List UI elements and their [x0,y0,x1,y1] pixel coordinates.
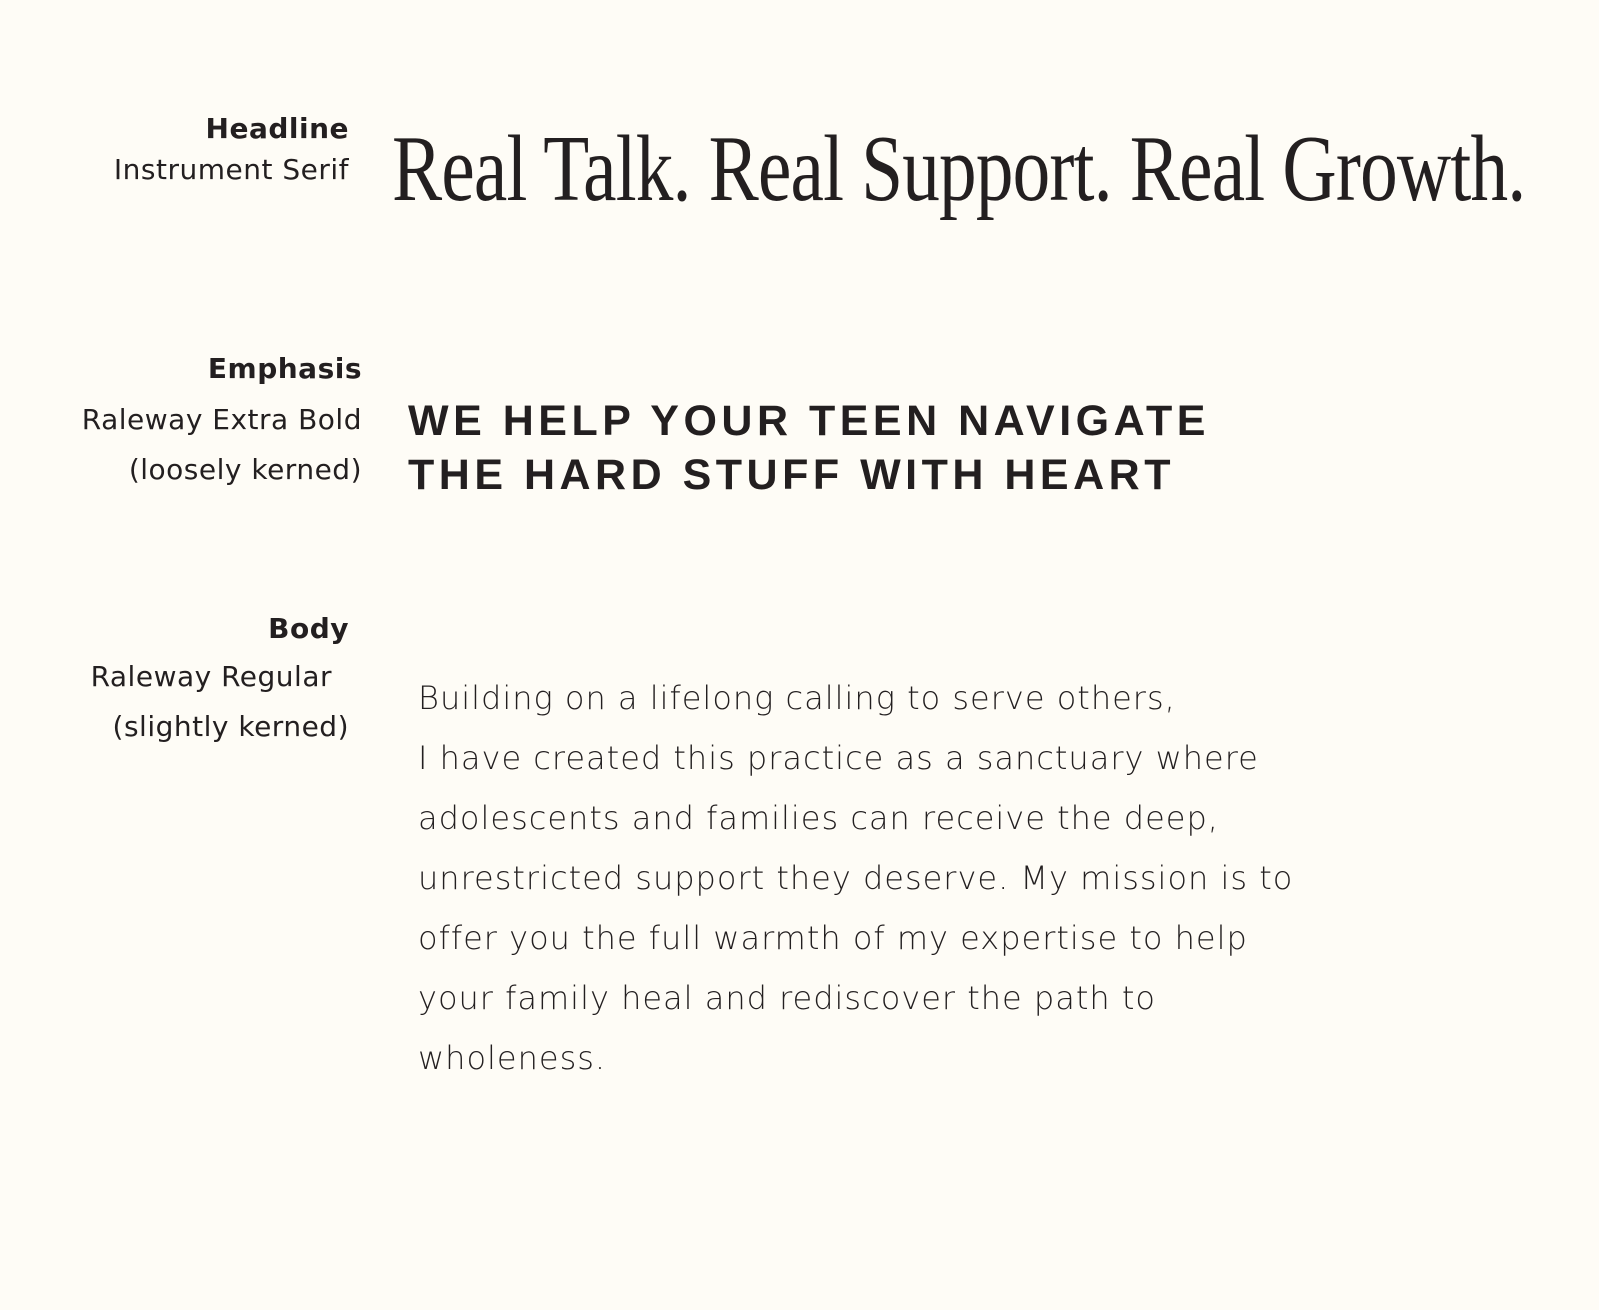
body-sample-line: adolescents and families can receive the deep, [418,799,1219,837]
body-sample-line: offer you the full warmth of my expertise to help [418,919,1248,957]
body-sample-line: wholeness. [418,1039,607,1077]
emphasis-sample-line: WE HELP YOUR TEEN NAVIGATE [408,397,1210,445]
body-sample-line: unrestricted support they deserve. My mission is to [418,859,1294,897]
emphasis-sample [408,394,1210,502]
body-sample-paragraph [418,668,1293,1088]
headline-font-name: Instrument Serif [113,153,349,186]
body-font-name: Raleway Regular [90,660,332,693]
emphasis-sample-line: THE HARD STUFF WITH HEART [408,451,1175,499]
headline-sample: Real Talk. Real Support. Real Growth. [392,117,1526,221]
body-label: Body [268,612,349,645]
body-sample-line: your family heal and rediscover the path to [418,979,1156,1017]
emphasis-font-name: Raleway Extra Bold [81,403,362,436]
body-sample-line: Building on a lifelong calling to serve others, [418,679,1176,717]
headline-label: Headline [205,112,349,145]
body-sample-line: I have created this practice as a sanctuary where [418,739,1259,777]
emphasis-label: Emphasis [207,352,362,385]
emphasis-note: (loosely kerned) [128,453,362,486]
body-note: (slightly kerned) [112,710,349,743]
